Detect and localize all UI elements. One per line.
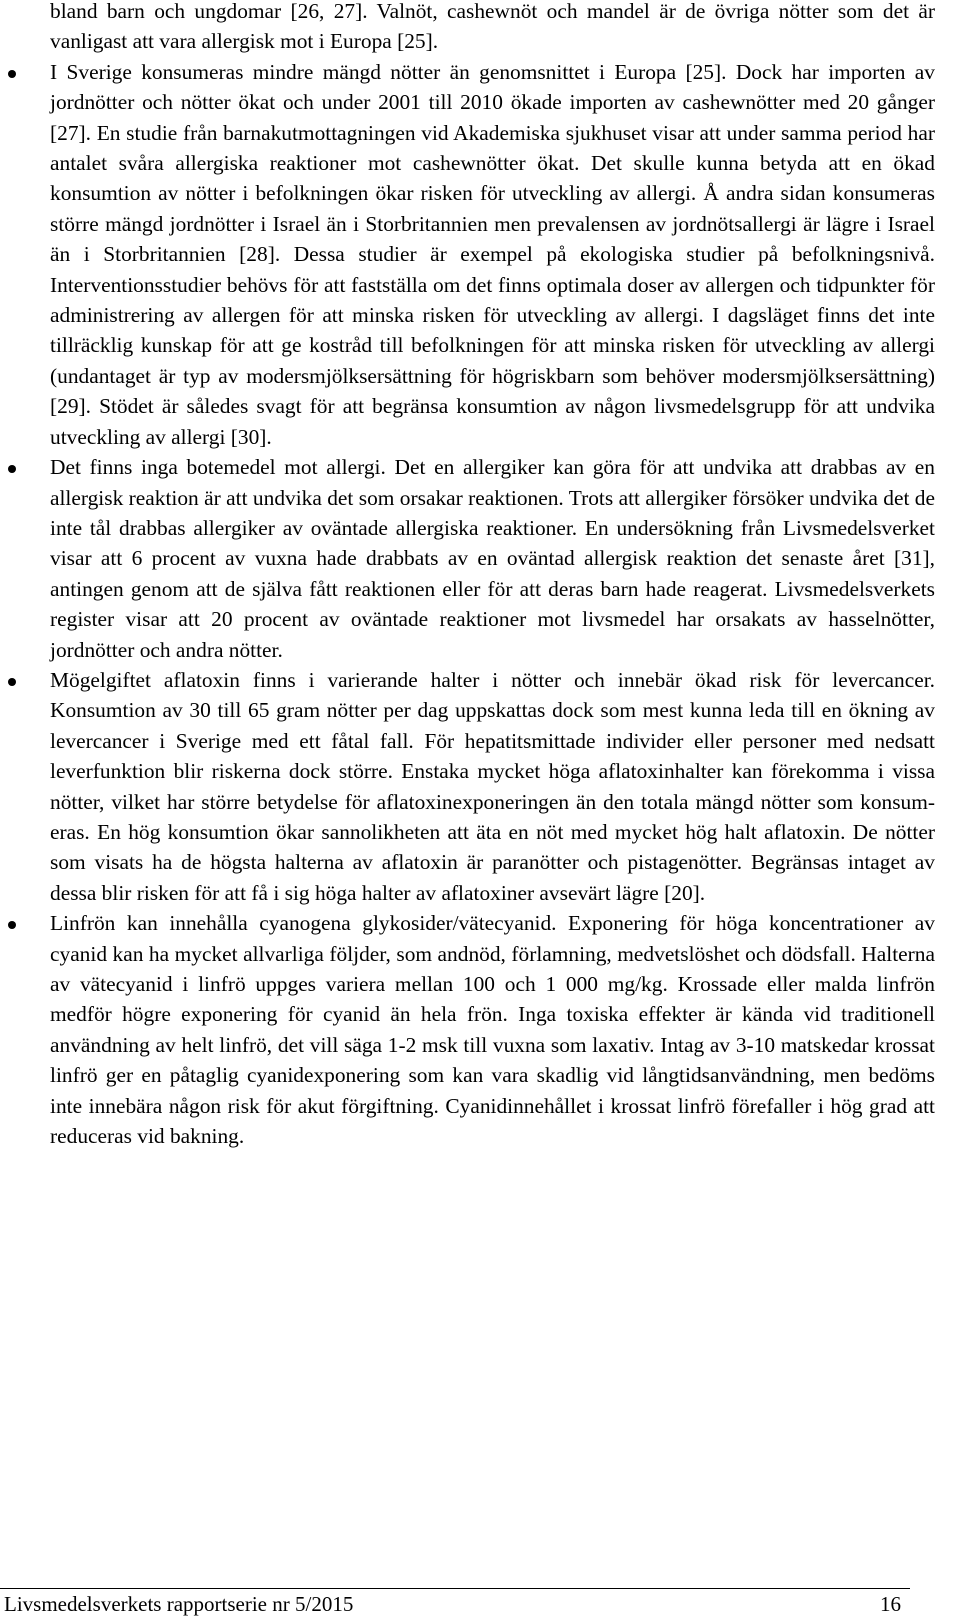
bullet-icon xyxy=(8,921,16,929)
bullet-icon xyxy=(8,70,16,78)
page-number: 16 xyxy=(880,1592,901,1616)
bullet-item-linseed xyxy=(0,908,935,1151)
bullet-icon xyxy=(8,678,16,686)
bullet-item-nut-consumption xyxy=(0,57,935,452)
paragraph-text: Linfrön kan innehålla cyanogena glykosider/vätecyanid. Exponering för höga koncentrationer av cyanid kan ha mycket allvarliga följder, som andnöd, förlamning, medvetslöshet och dödsfall. Halterna av vätecyanid i linfrö uppges variera mellan 100 och 1 000 mg/kg. Krossade eller malda linfrön medför högre exponering för cyanid än hela frön. Inga toxiska effekter är kända vid traditionell användning av helt linfrö, det vill säga 1-2 msk till vuxna som laxativ. Intag av 3-10 matskedar krossat linfrö ger en påtaglig cyanidexponering som kan vara skadlig vid långtidsanvändning, men bedöms inte innebära någon risk för akut förgiftning. Cyanidinnehållet i krossat linfrö förefaller i hög grad att reduceras vid bakning. xyxy=(50,911,935,1149)
footer-divider xyxy=(0,1588,910,1589)
paragraph-text: I Sverige konsumeras mindre mängd nötter än genomsnittet i Europa [25]. Dock har importen av jordnötter och nötter ökat och under 2001 till 2010 ökade importen av cashewnötter med 20 gånger [27]. En studie från barnakutmottagningen vid Akademiska sjukhuset visar att under samma period har antalet svåra allergiska reaktioner mot cashewnötter ökat. Det skulle kunna betyda att en ökad konsumtion av nötter i befolkningen ökar risken för utveckling av allergi. Å andra sidan konsumeras större mängd jordnötter i Israel än i Storbritannien men prevalensen av jordnötsallergi är lägre i Israel än i Storbritannien [28]. Dessa studier är exempel på ekologiska studier på befolkningsnivå. Interventionsstudier behövs för att fastställa om det finns optimala doser av allergen och tidpunkter för administrering av allergen för att minska risken för utveckling av allergi. I dagsläget finns det inte tillräcklig kunskap för att ge kostråd till befolkningen för att minska risken för utveckling av allergi (undantaget är typ av modersmjölksersättning för högriskbarn som behöver modersmjölksersättning) [29]. Stödet är således svagt för att begränsa konsumtion av någon livsmedelsgrupp för att undvika utveckling av allergi [30]. xyxy=(50,59,935,449)
paragraph-text: Mögelgiftet aflatoxin finns i varierande halter i nötter och innebär ökad risk för levercancer. Konsumtion av 30 till 65 gram nötter per dag uppskattas dock som mest kunna leda till en ökning av levercancer i Sverige med ett fåtal fall. För hepatitsmittade individer eller personer med nedsatt leverfunktion blir riskerna dock större. Enstaka mycket höga aflatoxinhalter kan förekomma i vissa nötter, vilket har större betydelse för aflatoxinexponeringen än den totala mängd nötter som konsumeras. En hög konsumtion ökar sannolikheten att äta en nöt med mycket hög halt aflatoxin. De nötter som visats ha de högsta halterna av aflatoxin är paranötter och pistagenötter. Begränsas intaget av dessa blir risken för att få i sig höga halter av aflatoxiner avsevärt lägre [20]. xyxy=(50,667,935,905)
bullet-icon xyxy=(8,465,16,473)
paragraph-continuation xyxy=(0,0,935,57)
paragraph-text: Det finns inga botemedel mot allergi. Det en allergiker kan göra för att undvika att drabbas av en allergisk reaktion är att undvika det som orsakar reaktionen. Trots att allergiker försöker undvika det de inte tål drabbas allergiker av oväntade allergiska reaktioner. En undersökning från Livsmedelsverket visar att 6 procent av vuxna hade drabbats av en oväntad allergisk reaktion det senaste året [31], antingen genom att de själva fått reaktionen eller för att deras barn hade reagerat. Livsmedelsverkets register visar att 20 procent av oväntade reaktioner mot livsmedel har orsakats av hasselnötter, jordnötter och andra nötter. xyxy=(50,455,935,662)
footer-report-title: Livsmedelsverkets rapportserie nr 5/2015 xyxy=(4,1592,354,1616)
bullet-item-aflatoxin xyxy=(0,665,935,908)
bullet-item-no-cure xyxy=(0,452,935,665)
paragraph-text: bland barn och ungdomar [26, 27]. Valnöt, cashewnöt och mandel är de övriga nötter som det är vanligast att vara allergisk mot i Europa [25]. xyxy=(50,0,935,54)
page-footer xyxy=(0,1588,960,1618)
